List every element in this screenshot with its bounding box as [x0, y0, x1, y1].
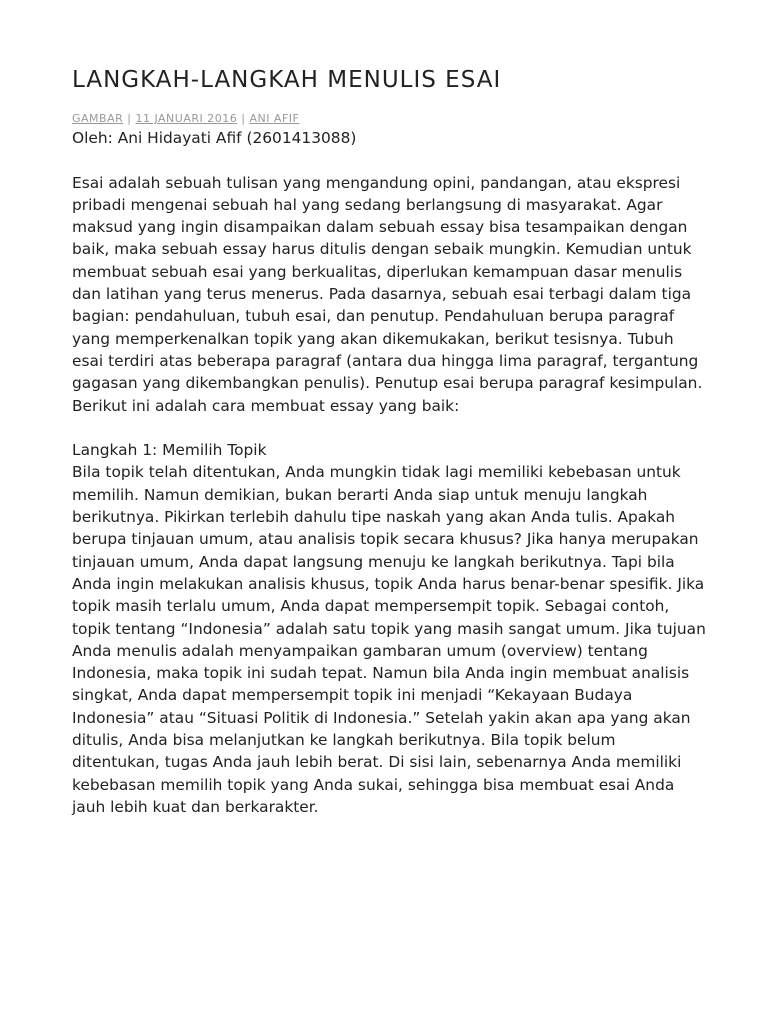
article-title: LANGKAH-LANGKAH MENULIS ESAI: [72, 67, 502, 93]
category-link[interactable]: GAMBAR: [72, 112, 124, 125]
paragraph-spacer: [72, 417, 708, 439]
step-1-paragraph: Bila topik telah ditentukan, Anda mungkin tidak lagi memiliki kebebasan untuk memilih. Namun demikian, bukan berarti Anda siap untuk menuju langkah berikutnya. Pikirkan terlebih dahulu tipe naskah yang akan Anda tulis. Apakah berupa tinjauan umum, atau analisis topik secara khusus? Jika hanya merupakan tinjauan umum, Anda dapat langsung menuju ke langkah berikutnya. Tapi bila Anda ingin melakukan analisis khusus, topik Anda harus benar-benar spesifik. Jika topik masih terlalu umum, Anda dapat mempersempit topik. Sebagai contoh, topik tentang “Indonesia” adalah satu topik yang masih sangat umum. Jika tujuan Anda menulis adalah menyampaikan gambaran umum (overview) tentang Indonesia, maka topik ini sudah tepat. Namun bila Anda ingin membuat analisis singkat, Anda dapat mempersempit topik ini menjadi “Kekayaan Budaya Indonesia” atau “Situasi Politik di Indonesia.” Setelah yakin akan apa yang akan ditulis, Anda bisa melanjutkan ke langkah berikutnya. Bila topik belum ditentukan, tugas Anda jauh lebih berat. Di sisi lain, sebenarnya Anda memiliki kebebasan memilih topik yang Anda sukai, sehingga bisa membuat esai Anda jauh lebih kuat dan berkarakter.: [72, 463, 706, 816]
date-link[interactable]: 11 JANUARI 2016: [135, 112, 238, 125]
meta-separator: |: [127, 112, 136, 125]
article-body: [72, 127, 708, 818]
article: [72, 60, 708, 818]
paragraph-spacer: [72, 149, 708, 171]
step-1-heading: Langkah 1: Memilih Topik: [72, 441, 267, 460]
author-link[interactable]: ANI AFIF: [249, 112, 300, 125]
intro-paragraph: Esai adalah sebuah tulisan yang mengandung opini, pandangan, atau ekspresi pribadi mengenai sebuah hal yang sedang berlangsung di masyarakat. Agar maksud yang ingin disampaikan dalam sebuah essay bisa tesampaikan dengan baik, maka sebuah essay harus ditulis dengan sebaik mungkin. Kemudian untuk membuat sebuah esai yang berkualitas, diperlukan kemampuan dasar menulis dan latihan yang terus menerus. Pada dasarnya, sebuah esai terbagi dalam tiga bagian: pendahuluan, tubuh esai, dan penutup. Pendahuluan berupa paragraf yang memperkenalkan topik yang akan dikemukakan, berikut tesisnya. Tubuh esai terdiri atas beberapa paragraf (antara dua hingga lima paragraf, tergantung gagasan yang dikembangkan penulis). Penutup esai berupa paragraf kesimpulan. Berikut ini adalah cara membuat essay yang baik:: [72, 173, 703, 415]
byline: Oleh: Ani Hidayati Afif (2601413088): [72, 129, 357, 147]
meta-separator: |: [241, 112, 250, 125]
post-meta: [72, 112, 708, 126]
